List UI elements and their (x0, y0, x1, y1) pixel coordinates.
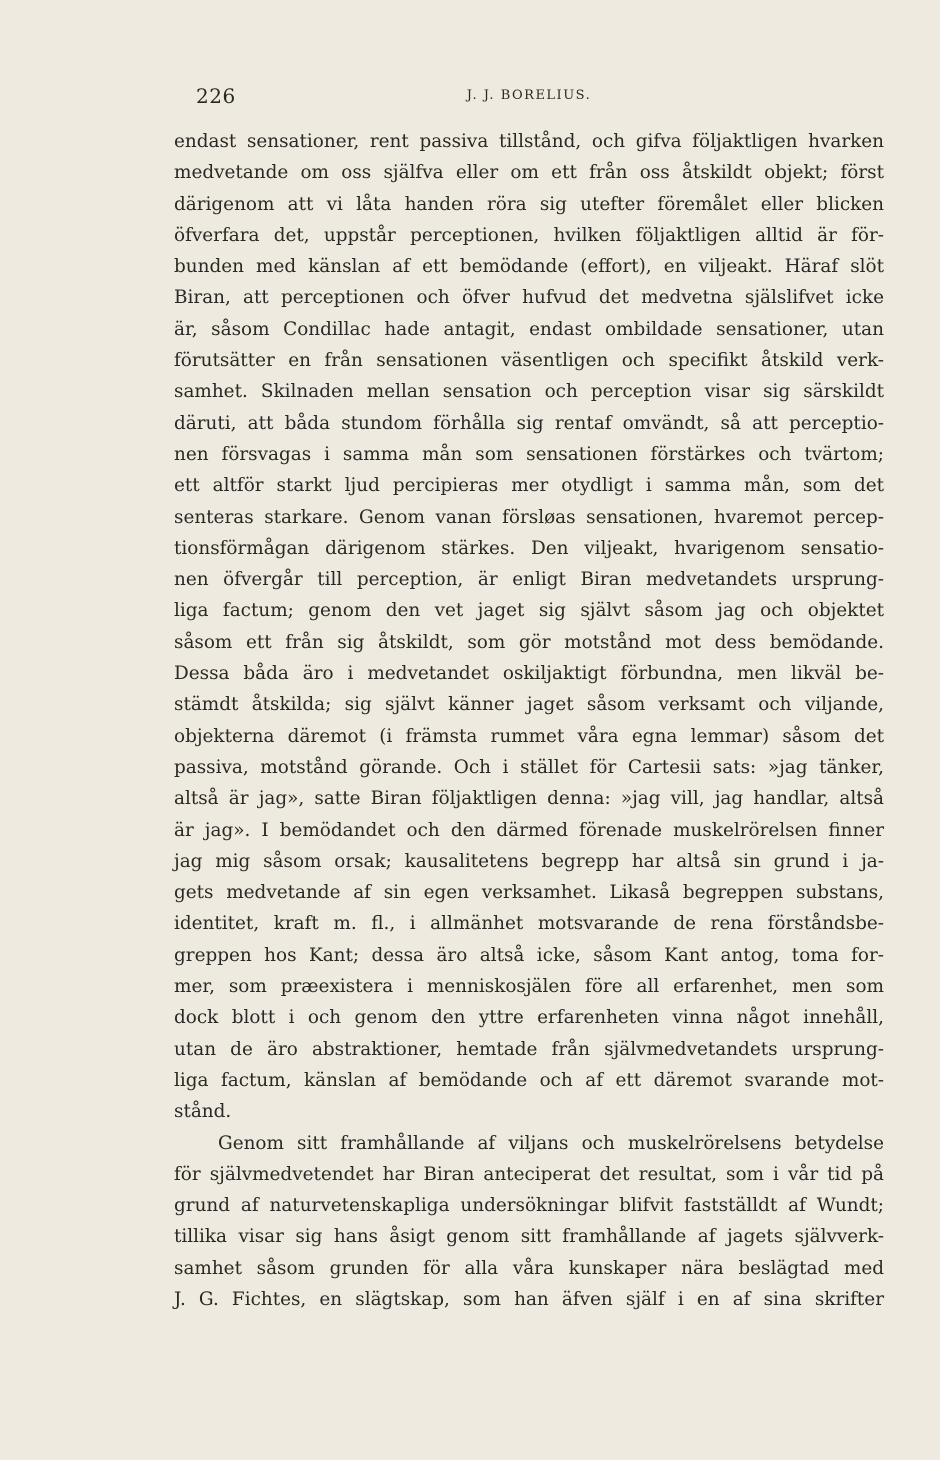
text-line: endast sensationer, rent passiva tillstånd, och gifva följaktligen hvarken (174, 131, 884, 152)
text-line: medvetande om oss själfva eller om ett från oss åtskildt objekt; först (174, 162, 884, 184)
paragraph-end-line: stånd. (174, 1101, 232, 1123)
text-line: bunden med känslan af ett bemödande (effort), en viljeakt. Häraf slöt (174, 256, 884, 278)
text-line: liga factum; genom den vet jaget sig självt såsom jag och objektet (174, 600, 884, 622)
text-line: jag mig såsom orsak; kausalitetens begrepp har altså sin grund i ja- (174, 850, 884, 872)
text-line: liga factum, känslan af bemödande och af ett däremot svarande mot- (174, 1069, 884, 1091)
text-line: är jag». I bemödandet och den därmed förenade muskelrörelsen finner (174, 819, 884, 841)
running-head: J. J. BORELIUS. (466, 88, 592, 103)
body-text (174, 126, 884, 1315)
text-line: altså är jag», satte Biran följaktligen denna: »jag vill, jag handlar, altså (174, 788, 884, 810)
text-line: passiva, motstånd görande. Och i stället för Cartesii sats: »jag tänker, (174, 756, 884, 778)
text-line: utan de äro abstraktioner, hemtade från självmedvetandets ursprung- (174, 1038, 884, 1060)
text-line: tionsförmågan därigenom stärkes. Den viljeakt, hvarigenom sensatio- (174, 537, 884, 559)
text-line: därigenom att vi låta handen röra sig utefter föremålet eller blicken (174, 193, 884, 215)
page-header (174, 84, 884, 114)
text-line: ett altför starkt ljud percipieras mer otydligt i samma mån, som det (174, 475, 884, 497)
text-line: samhet såsom grunden för alla våra kunskaper nära beslägtad med (174, 1257, 884, 1279)
text-line: öfverfara det, uppstår perceptionen, hvilken följaktligen alltid är för- (174, 224, 884, 246)
text-line: mer, som præexistera i menniskosjälen före all erfarenhet, men som (174, 976, 884, 998)
text-line: objekterna däremot (i främsta rummet våra egna lemmar) såsom det (174, 725, 884, 747)
text-line: samhet. Skilnaden mellan sensation och perception visar sig särskildt (174, 381, 884, 403)
text-line: för självmedvetendet har Biran anteciperat det resultat, som i vår tid på (174, 1163, 884, 1185)
text-line: grund af naturvetenskapliga undersökningar blifvit fastställdt af Wundt; (174, 1195, 884, 1217)
text-line: greppen hos Kant; dessa äro altså icke, såsom Kant antog, toma for- (174, 944, 884, 966)
text-line: dock blott i och genom den yttre erfarenheten vinna något innehåll, (174, 1007, 884, 1029)
page-number: 226 (196, 84, 236, 108)
paragraph-start-line: Genom sitt framhållande af viljans och muskelrörelsens betydelse (218, 1132, 884, 1154)
text-line: tillika visar sig hans åsigt genom sitt framhållande af jagets självverk- (174, 1226, 884, 1248)
text-line: nen försvagas i samma mån som sensationen förstärkes och tvärtom; (174, 443, 884, 465)
text-line: förutsätter en från sensationen väsentligen och specifikt åtskild verk- (174, 350, 884, 372)
text-line: J. G. Fichtes, en slägtskap, som han äfven själf i en af sina skrifter (174, 1288, 884, 1310)
text-line: stämdt åtskilda; sig självt känner jaget såsom verksamt och viljande, (174, 694, 884, 716)
text-line: nen öfvergår till perception, är enligt Biran medvetandets ursprung- (174, 569, 884, 591)
text-line: gets medvetande af sin egen verksamhet. Likaså begreppen substans, (174, 882, 884, 904)
text-line: Biran, att perceptionen och öfver hufvud det medvetna själslifvet icke (174, 287, 884, 309)
text-line: identitet, kraft m. fl., i allmänhet motsvarande de rena förståndsbe- (174, 913, 884, 935)
text-line: däruti, att båda stundom förhålla sig rentaf omvändt, så att perceptio- (174, 412, 884, 434)
text-line: Dessa båda äro i medvetandet oskiljaktigt förbundna, men likväl be- (174, 663, 884, 685)
text-line: är, såsom Condillac hade antagit, endast ombildade sensationer, utan (174, 318, 884, 340)
text-line: såsom ett från sig åtskildt, som gör motstånd mot dess bemödande. (174, 631, 884, 653)
text-line: senteras starkare. Genom vanan försløas sensationen, hvaremot percep- (174, 506, 884, 528)
